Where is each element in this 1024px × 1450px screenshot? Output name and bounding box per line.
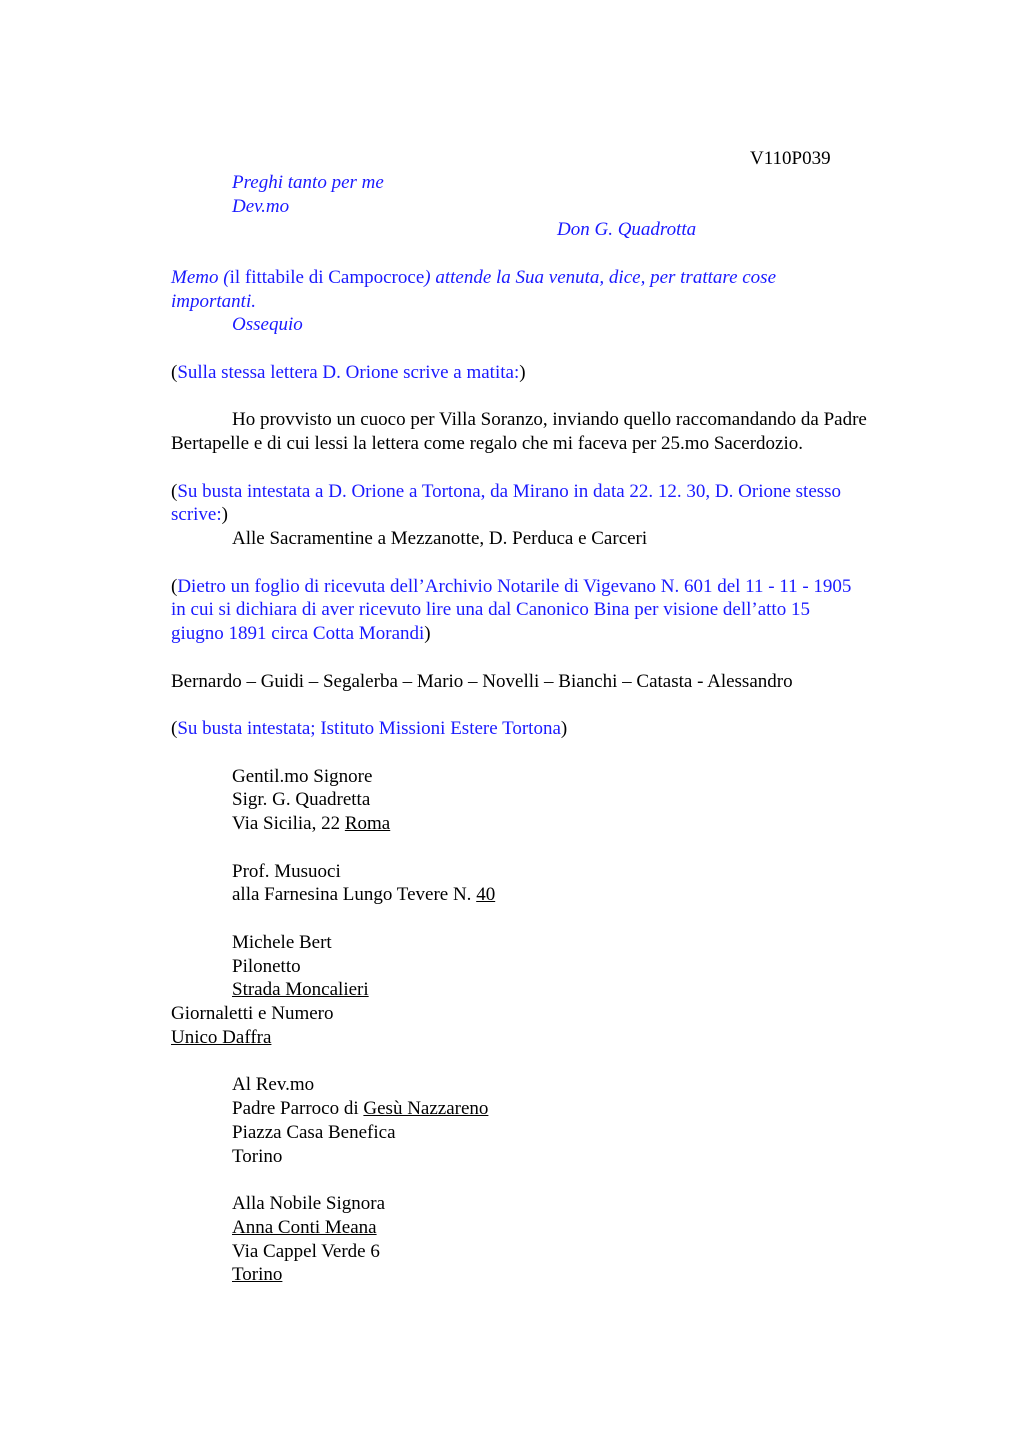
- paren-open: (: [171, 718, 178, 739]
- giornaletti-line-2: Unico Daffra: [171, 1027, 272, 1048]
- address-1-line-1: Gentil.mo Signore: [232, 766, 373, 787]
- paren-open: (: [171, 481, 178, 502]
- street: Via Sicilia, 22: [232, 813, 345, 834]
- address-1-line-2: Sigr. G. Quadretta: [232, 789, 371, 810]
- address-5-line-4: Torino: [232, 1264, 283, 1285]
- paren-close: ): [560, 718, 568, 739]
- memo-part-3: ) attende la Sua venuta, dice, per trattare cose: [424, 267, 777, 288]
- editor-note-1: [171, 361, 526, 385]
- address-3-line-3: Strada Moncalieri: [232, 979, 369, 1000]
- closing-line-1: Preghi tanto per me: [232, 172, 384, 193]
- street: alla Farnesina Lungo Tevere N.: [232, 884, 477, 905]
- memo-part-2: il fittabile di Campocroce: [229, 267, 425, 288]
- editor-note-text: Su busta intestata a D. Orione a Tortona, da Mirano in data 22. 12. 30, D. Orione stesso: [177, 481, 842, 502]
- editor-note-3-line-1: [171, 575, 851, 599]
- editor-note-text: Sulla stessa lettera D. Orione scrive a matita:: [177, 362, 520, 383]
- editor-note-3-line-3: [171, 622, 431, 646]
- paragraph-1-line-1: Ho provvisto un cuoco per Villa Soranzo, inviando quello raccomandando da Padre: [232, 409, 867, 430]
- memo-line-1: [171, 266, 776, 290]
- editor-note-text: scrive:: [171, 504, 222, 525]
- address-5-line-1: Alla Nobile Signora: [232, 1193, 386, 1214]
- address-3-line-1: Michele Bert: [232, 932, 332, 953]
- address-4-line-1: Al Rev.mo: [232, 1074, 315, 1095]
- editor-note-3-line-2: in cui si dichiara di aver ricevuto lire una dal Canonico Bina per visione dell’atto 15: [171, 599, 810, 620]
- address-5-line-3: Via Cappel Verde 6: [232, 1241, 380, 1262]
- city-underlined: Roma: [344, 813, 391, 834]
- editor-note-2-line-2: [171, 503, 228, 527]
- paren-close: ): [519, 362, 526, 383]
- sacramentine-line: Alle Sacramentine a Mezzanotte, D. Perduca e Carceri: [232, 528, 648, 549]
- signature: Don G. Quadrotta: [557, 219, 697, 240]
- names-list: Bernardo – Guidi – Segalerba – Mario – Novelli – Bianchi – Catasta - Alessandro: [171, 671, 793, 692]
- address-4-line-2: [232, 1097, 488, 1121]
- number-underlined: 40: [476, 884, 496, 905]
- address-3-line-2: Pilonetto: [232, 956, 301, 977]
- editor-note-4: [171, 717, 567, 741]
- editor-note-2-line-1: [171, 480, 841, 504]
- address-2-line-2: [232, 883, 495, 907]
- paren-close: ): [424, 623, 431, 644]
- parish-name-underlined: Gesù Nazzareno: [363, 1098, 489, 1119]
- memo-part-1: Memo (: [171, 267, 230, 288]
- address-1-line-3: [232, 812, 390, 836]
- parish-prefix: Padre Parroco di: [232, 1098, 364, 1119]
- address-4-line-4: Torino: [232, 1146, 283, 1167]
- editor-note-text: giugno 1891 circa Cotta Morandi: [171, 623, 425, 644]
- reference-code: V110P039: [750, 148, 831, 169]
- editor-note-text: Dietro un foglio di ricevuta dell’Archivio Notarile di Vigevano N. 601 del 11 - 11 - 1905: [177, 576, 852, 597]
- editor-note-text: Su busta intestata; Istituto Missioni Estere Tortona: [177, 718, 561, 739]
- giornaletti-line-1: Giornaletti e Numero: [171, 1003, 334, 1024]
- memo-line-2: importanti.: [171, 291, 256, 312]
- closing-line-2: Dev.mo: [232, 196, 290, 217]
- paren-open: (: [171, 576, 178, 597]
- address-4-line-3: Piazza Casa Benefica: [232, 1122, 396, 1143]
- address-5-line-2: Anna Conti Meana: [232, 1217, 377, 1238]
- address-2-line-1: Prof. Musuoci: [232, 861, 341, 882]
- paren-close: ): [221, 504, 228, 525]
- paren-open: (: [171, 362, 178, 383]
- memo-ossequio: Ossequio: [232, 314, 303, 335]
- paragraph-1-line-2: Bertapelle e di cui lessi la lettera come regalo che mi faceva per 25.mo Sacerdozio.: [171, 433, 803, 454]
